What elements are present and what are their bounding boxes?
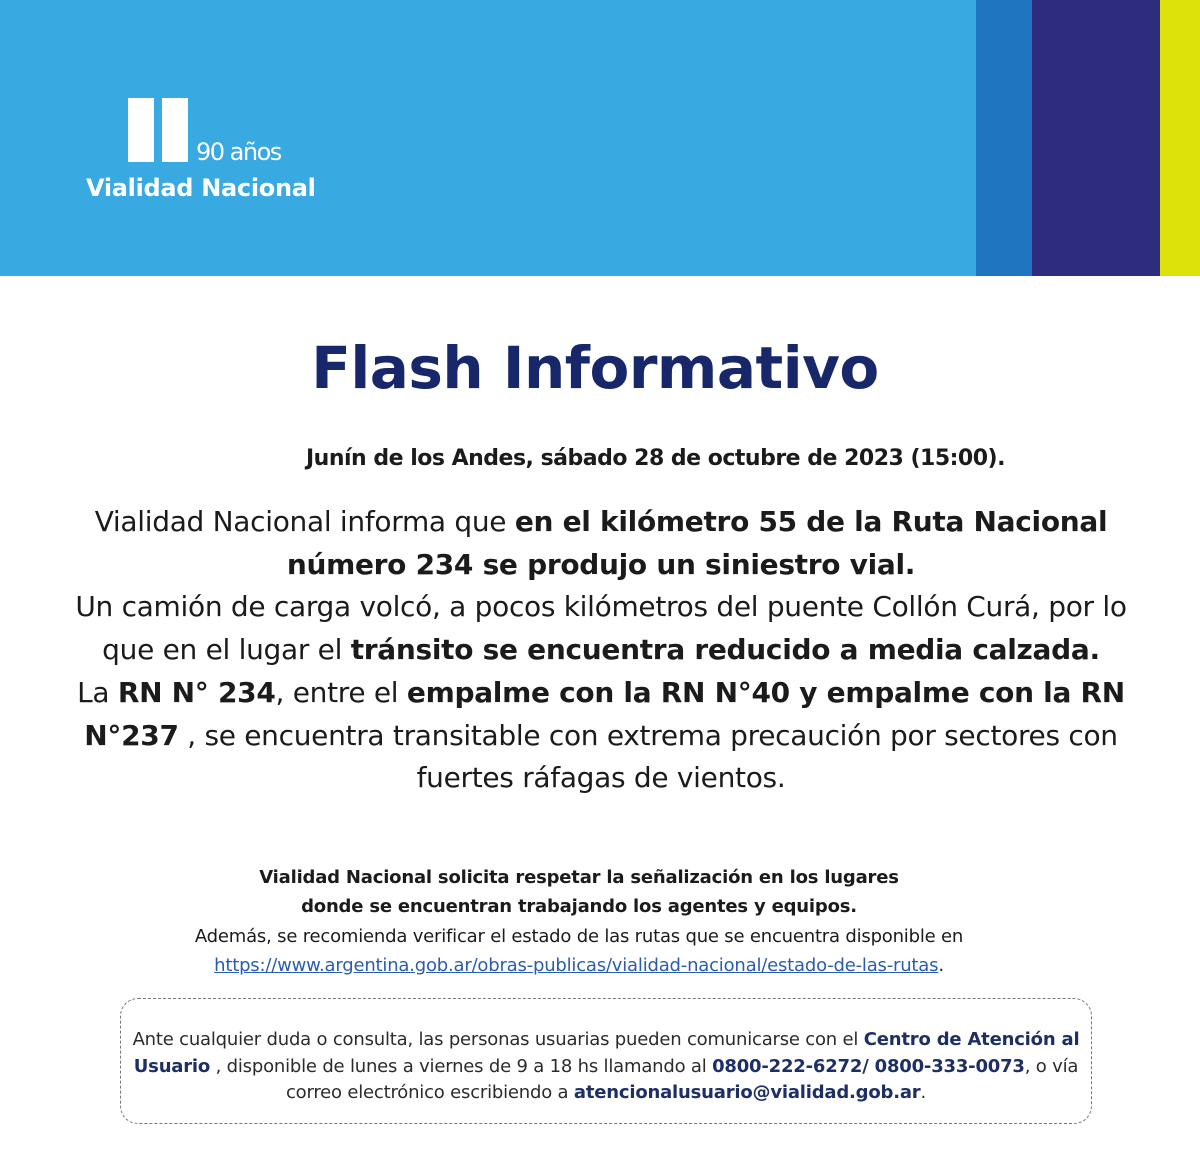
logo-years: 90 años xyxy=(196,138,281,166)
body-text: Vialidad Nacional informa que xyxy=(94,505,515,538)
banner-yellow-stripe xyxy=(1160,0,1200,276)
body-text: La xyxy=(77,675,118,709)
body-text: Un camión de carga volcó, a pocos kilómetros del puente Collón Curá, por lo que en el lugar el xyxy=(75,590,1127,667)
contact-text-part: Ante cualquier duda o consulta, las personas usuarias pueden comunicarse con el xyxy=(132,1029,864,1050)
body-text-bold: tránsito se encuentra reducido a media calzada. xyxy=(350,633,1100,667)
page-title: Flash Informativo xyxy=(311,334,879,402)
banner-mid-stripe xyxy=(976,0,1032,276)
body-text-bold: en el kilómetro 55 de la Ruta Nacional número 234 se produjo un siniestro vial. xyxy=(286,505,1108,581)
body-text-bold: RN N° 234 xyxy=(117,675,276,709)
notice-link-line xyxy=(38,955,1120,976)
contact-email: atencionalusuario@vialidad.gob.ar xyxy=(573,1082,921,1103)
link-suffix: . xyxy=(938,955,944,976)
estado-rutas-link[interactable]: https://www.argentina.gob.ar/obras-publicas/vialidad-nacional/estado-de-las-rutas xyxy=(214,955,939,976)
contact-text-part: . xyxy=(920,1082,927,1103)
contact-text-part: , o vía correo electrónico escribiendo a xyxy=(285,1055,1079,1103)
body-text-bold: empalme con la RN N°40 y empalme con la RN N°237 xyxy=(84,675,1125,752)
contact-text-part: , disponible de lunes a viernes de 9 a 18 hs llamando al xyxy=(210,1055,713,1077)
dateline: Junín de los Andes, sábado 28 de octubre de 2023 (15:00). xyxy=(306,446,1005,471)
contact-text xyxy=(130,1027,1082,1107)
notice-line: Vialidad Nacional solicita respetar la señalización en los lugares xyxy=(259,867,899,888)
header-banner xyxy=(0,0,1200,276)
banner-dark-stripe xyxy=(1032,0,1160,276)
logo-bar-icon xyxy=(128,98,154,162)
logo-name: Vialidad Nacional xyxy=(86,174,316,202)
logo-bar-icon xyxy=(162,98,188,162)
contact-phone: 0800-222-6272/ 0800-333-0073 xyxy=(712,1055,1025,1077)
body-text: , entre el xyxy=(275,675,407,709)
main-body xyxy=(60,501,1142,800)
vialidad-logo xyxy=(84,96,344,216)
contact-center-name: Centro de Atención al Usuario xyxy=(133,1029,1080,1077)
notice-line: donde se encuentran trabajando los agentes y equipos. xyxy=(301,896,857,917)
notice-line: Además, se recomienda verificar el estado de las rutas que se encuentra disponible en xyxy=(194,926,964,947)
body-text: , se encuentra transitable con extrema precaución por sectores con fuertes ráfagas de vientos. xyxy=(178,718,1118,795)
